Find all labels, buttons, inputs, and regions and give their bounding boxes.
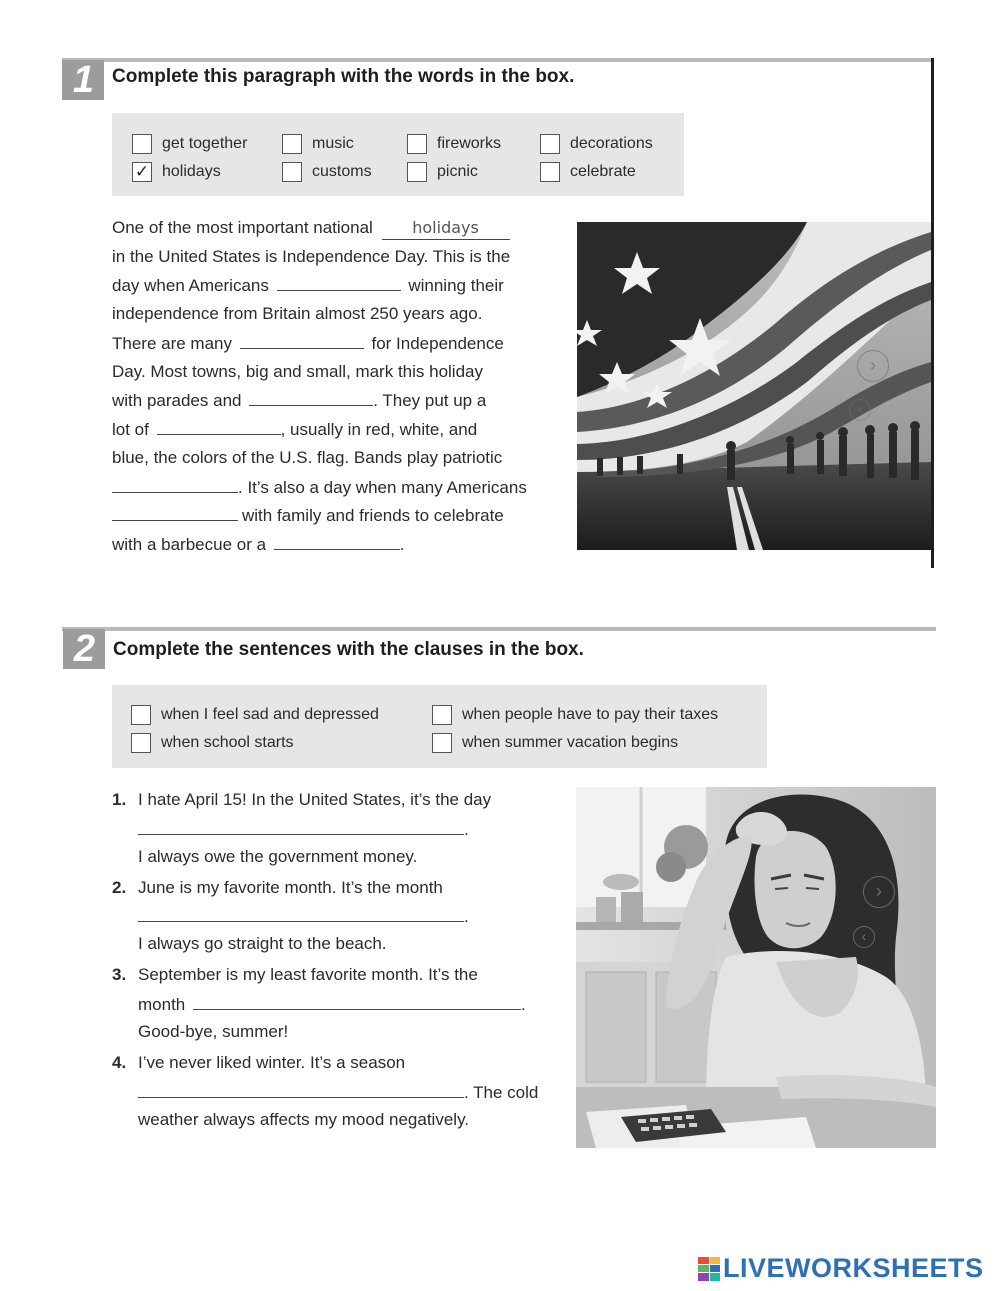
answer-blank-item-4[interactable] bbox=[138, 1080, 464, 1098]
woman-illustration bbox=[576, 787, 936, 1148]
answer-blank-6[interactable] bbox=[112, 475, 238, 493]
text: with family and friends to celebrate bbox=[242, 506, 504, 525]
item-number: 2. bbox=[112, 878, 127, 897]
item-1-line-c bbox=[138, 845, 417, 869]
word-label: celebrate bbox=[570, 163, 636, 180]
text: . bbox=[520, 995, 526, 1014]
answer-blank-item-1[interactable] bbox=[138, 817, 464, 835]
item-4-line-a bbox=[112, 1051, 405, 1075]
word-item-decorations[interactable] bbox=[540, 132, 653, 156]
item-1-line-a bbox=[112, 788, 491, 812]
section2-title: Complete the sentences with the clauses in the box. bbox=[113, 639, 584, 660]
answer-blank-item-2[interactable] bbox=[138, 904, 464, 922]
item-1-line-b bbox=[138, 817, 469, 841]
item-3-line-b bbox=[138, 992, 526, 1016]
word-item-get-together[interactable] bbox=[132, 132, 247, 156]
checkbox[interactable] bbox=[131, 705, 151, 725]
checkbox[interactable] bbox=[131, 733, 151, 753]
text: I always owe the government money. bbox=[138, 847, 418, 866]
checkbox[interactable] bbox=[132, 134, 152, 154]
answer-blank-4[interactable] bbox=[249, 388, 373, 406]
chevron-left-icon[interactable]: ‹ bbox=[849, 399, 871, 421]
word-label: fireworks bbox=[437, 135, 502, 152]
page-edge-line bbox=[931, 58, 934, 568]
answer-blank-8[interactable] bbox=[274, 532, 400, 550]
answer-blank-5[interactable] bbox=[157, 417, 281, 435]
clause-item-taxes[interactable] bbox=[432, 703, 718, 727]
word-item-fireworks[interactable] bbox=[407, 132, 501, 156]
text: blue, the colors of the U.S. flag. Bands play patriotic bbox=[112, 448, 503, 467]
paragraph-line-8 bbox=[112, 417, 477, 441]
text: for Independence bbox=[371, 334, 504, 353]
checkbox[interactable] bbox=[282, 134, 302, 154]
text: . It’s also a day when many Americans bbox=[238, 478, 527, 497]
paragraph-line-7 bbox=[112, 388, 486, 412]
woman-photo bbox=[576, 787, 936, 1148]
answer-blank-2[interactable] bbox=[277, 273, 401, 291]
item-4-line-c bbox=[138, 1108, 469, 1132]
item-number: 1. bbox=[112, 790, 127, 809]
item-2-line-a bbox=[112, 876, 443, 900]
section2-number: 2 bbox=[63, 629, 105, 669]
text: Day. Most towns, big and small, mark this holiday bbox=[112, 362, 483, 381]
chevron-left-icon[interactable]: ‹ bbox=[853, 926, 875, 948]
paragraph-line-11 bbox=[112, 503, 504, 527]
checkbox[interactable] bbox=[432, 733, 452, 753]
text: lot of bbox=[112, 420, 149, 439]
word-label: get together bbox=[162, 135, 248, 152]
paragraph-line-12 bbox=[112, 532, 405, 556]
text: . They put up a bbox=[373, 391, 487, 410]
word-label: picnic bbox=[437, 163, 478, 180]
liveworksheets-icon bbox=[698, 1257, 720, 1281]
word-item-music[interactable] bbox=[282, 132, 354, 156]
text: There are many bbox=[112, 334, 232, 353]
text: . bbox=[464, 907, 469, 926]
paragraph-line-9 bbox=[112, 446, 502, 470]
liveworksheets-logo bbox=[698, 1253, 984, 1284]
section1-title: Complete this paragraph with the words in the box. bbox=[112, 66, 575, 87]
word-label: holidays bbox=[162, 163, 221, 180]
text: independence from Britain almost 250 years ago. bbox=[112, 304, 483, 323]
checkbox[interactable] bbox=[407, 162, 427, 182]
text: September is my least favorite month. It’s the bbox=[138, 965, 478, 984]
text: I always go straight to the beach. bbox=[138, 934, 387, 953]
item-2-line-c bbox=[138, 932, 387, 956]
answer-blank-3[interactable] bbox=[240, 331, 364, 349]
checkbox[interactable] bbox=[432, 705, 452, 725]
clause-item-summer[interactable] bbox=[432, 731, 678, 755]
checkbox[interactable] bbox=[540, 134, 560, 154]
section2-rule bbox=[62, 627, 936, 631]
word-box bbox=[112, 113, 684, 196]
text: with a barbecue or a bbox=[112, 535, 267, 554]
text: weather always affects my mood negatively. bbox=[138, 1110, 470, 1129]
text: with parades and bbox=[112, 391, 242, 410]
paragraph-line-1 bbox=[112, 216, 510, 240]
clause-item-sad[interactable] bbox=[131, 703, 379, 727]
text: . bbox=[399, 535, 405, 554]
item-number: 4. bbox=[112, 1053, 127, 1072]
word-item-customs[interactable] bbox=[282, 160, 372, 184]
clause-label: when summer vacation begins bbox=[462, 734, 679, 751]
word-label: music bbox=[312, 135, 354, 152]
text: June is my favorite month. It’s the month bbox=[138, 878, 443, 897]
text: I hate April 15! In the United States, it’s the day bbox=[138, 790, 492, 809]
checkmark-icon[interactable]: ✓ bbox=[132, 162, 152, 182]
clause-label: when I feel sad and depressed bbox=[161, 706, 379, 723]
checkbox[interactable] bbox=[407, 134, 427, 154]
answer-blank-7[interactable] bbox=[112, 503, 238, 521]
item-4-line-b bbox=[138, 1080, 538, 1104]
chevron-right-icon[interactable]: › bbox=[863, 876, 895, 908]
checkbox[interactable] bbox=[540, 162, 560, 182]
text: , usually in red, white, and bbox=[280, 420, 478, 439]
clause-item-school[interactable] bbox=[131, 731, 294, 755]
paragraph-line-6 bbox=[112, 360, 483, 384]
section1-rule bbox=[62, 58, 932, 62]
word-item-holidays[interactable] bbox=[132, 160, 221, 184]
text: I’ve never liked winter. It’s a season bbox=[138, 1053, 406, 1072]
text: . The cold bbox=[464, 1083, 539, 1102]
item-number: 3. bbox=[112, 965, 127, 984]
clause-label: when school starts bbox=[161, 734, 294, 751]
text: month bbox=[138, 995, 186, 1014]
item-2-line-b bbox=[138, 904, 469, 928]
clause-box bbox=[112, 685, 767, 768]
chevron-right-icon[interactable]: › bbox=[857, 350, 889, 382]
liveworksheets-text: LIVEWORKSHEETS bbox=[723, 1253, 984, 1283]
text: in the United States is Independence Day. This is the bbox=[112, 247, 511, 266]
word-item-celebrate[interactable] bbox=[540, 160, 636, 184]
answer-blank-item-3[interactable] bbox=[193, 992, 521, 1010]
paragraph-line-4 bbox=[112, 302, 482, 326]
word-item-picnic[interactable] bbox=[407, 160, 478, 184]
word-label: customs bbox=[312, 163, 372, 180]
flag-illustration bbox=[577, 222, 931, 550]
text: One of the most important national bbox=[112, 218, 373, 237]
text: . bbox=[464, 820, 469, 839]
text: day when Americans bbox=[112, 276, 269, 295]
clause-label: when people have to pay their taxes bbox=[462, 706, 719, 723]
answer-blank-1[interactable]: holidays bbox=[382, 218, 510, 240]
item-3-line-a bbox=[112, 963, 478, 987]
text: Good-bye, summer! bbox=[138, 1022, 289, 1041]
paragraph-line-2 bbox=[112, 245, 510, 269]
word-label: decorations bbox=[570, 135, 653, 152]
item-3-line-c bbox=[138, 1020, 288, 1044]
section1-number: 1 bbox=[62, 60, 104, 100]
flag-photo bbox=[577, 222, 931, 550]
checkbox[interactable] bbox=[282, 162, 302, 182]
paragraph-line-5 bbox=[112, 331, 504, 355]
text: winning their bbox=[408, 276, 504, 295]
paragraph-line-10 bbox=[112, 475, 527, 499]
paragraph-line-3 bbox=[112, 273, 504, 297]
